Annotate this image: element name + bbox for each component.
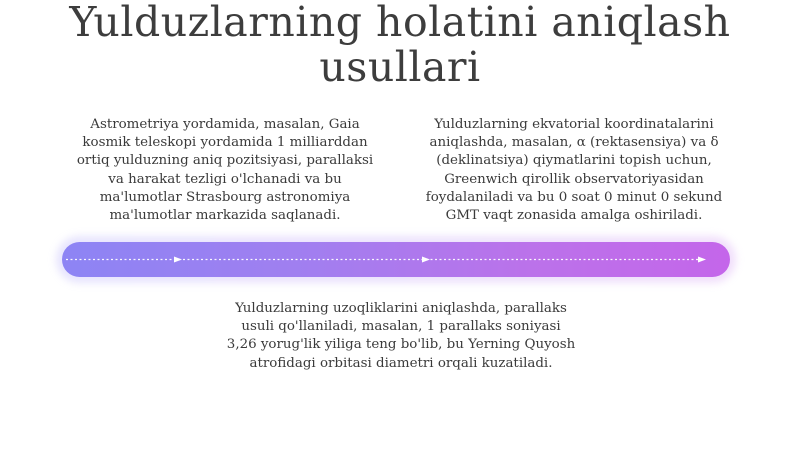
arrow-marker-3 [698, 257, 706, 263]
paragraph-equatorial-coordinates: Yulduzlarning ekvatorial koordinatalarini aniqlashda, masalan, α (rektasensiya) va δ (deklinatsiya) qiymatlarini topish uchun, Greenwich qirollik observatoriyasidan foydalaniladi va bu 0 soat 0 minut 0 sekund GMT vaqt zonasida amalga oshiriladi. [425, 117, 723, 224]
timeline-bar [62, 242, 730, 277]
slide-title: Yulduzlarning holatini aniqlash usullari [69, 0, 731, 91]
paragraph-parallax: Yulduzlarning uzoqliklarini aniqlashda, parallaks usuli qo'llaniladi, masalan, 1 parallaks soniyasi 3,26 yorug'lik yiliga teng bo'lib, bu Yerning Quyosh atrofidagi orbitasi diametri orqali kuzatiladi. [226, 301, 576, 371]
timeline-arrow-line [62, 242, 730, 277]
arrow-marker-2 [422, 257, 430, 263]
arrow-marker-1 [174, 257, 182, 263]
paragraph-astrometry: Astrometriya yordamida, masalan, Gaia kosmik teleskopi yordamida 1 milliarddan ortiq yulduzning aniq pozitsiyasi, parallaksi va harakat tezligi o'lchanadi va bu ma'lumotlar Strasbourg astronomiya ma'lumotlar markazida saqlanadi. [76, 117, 374, 224]
